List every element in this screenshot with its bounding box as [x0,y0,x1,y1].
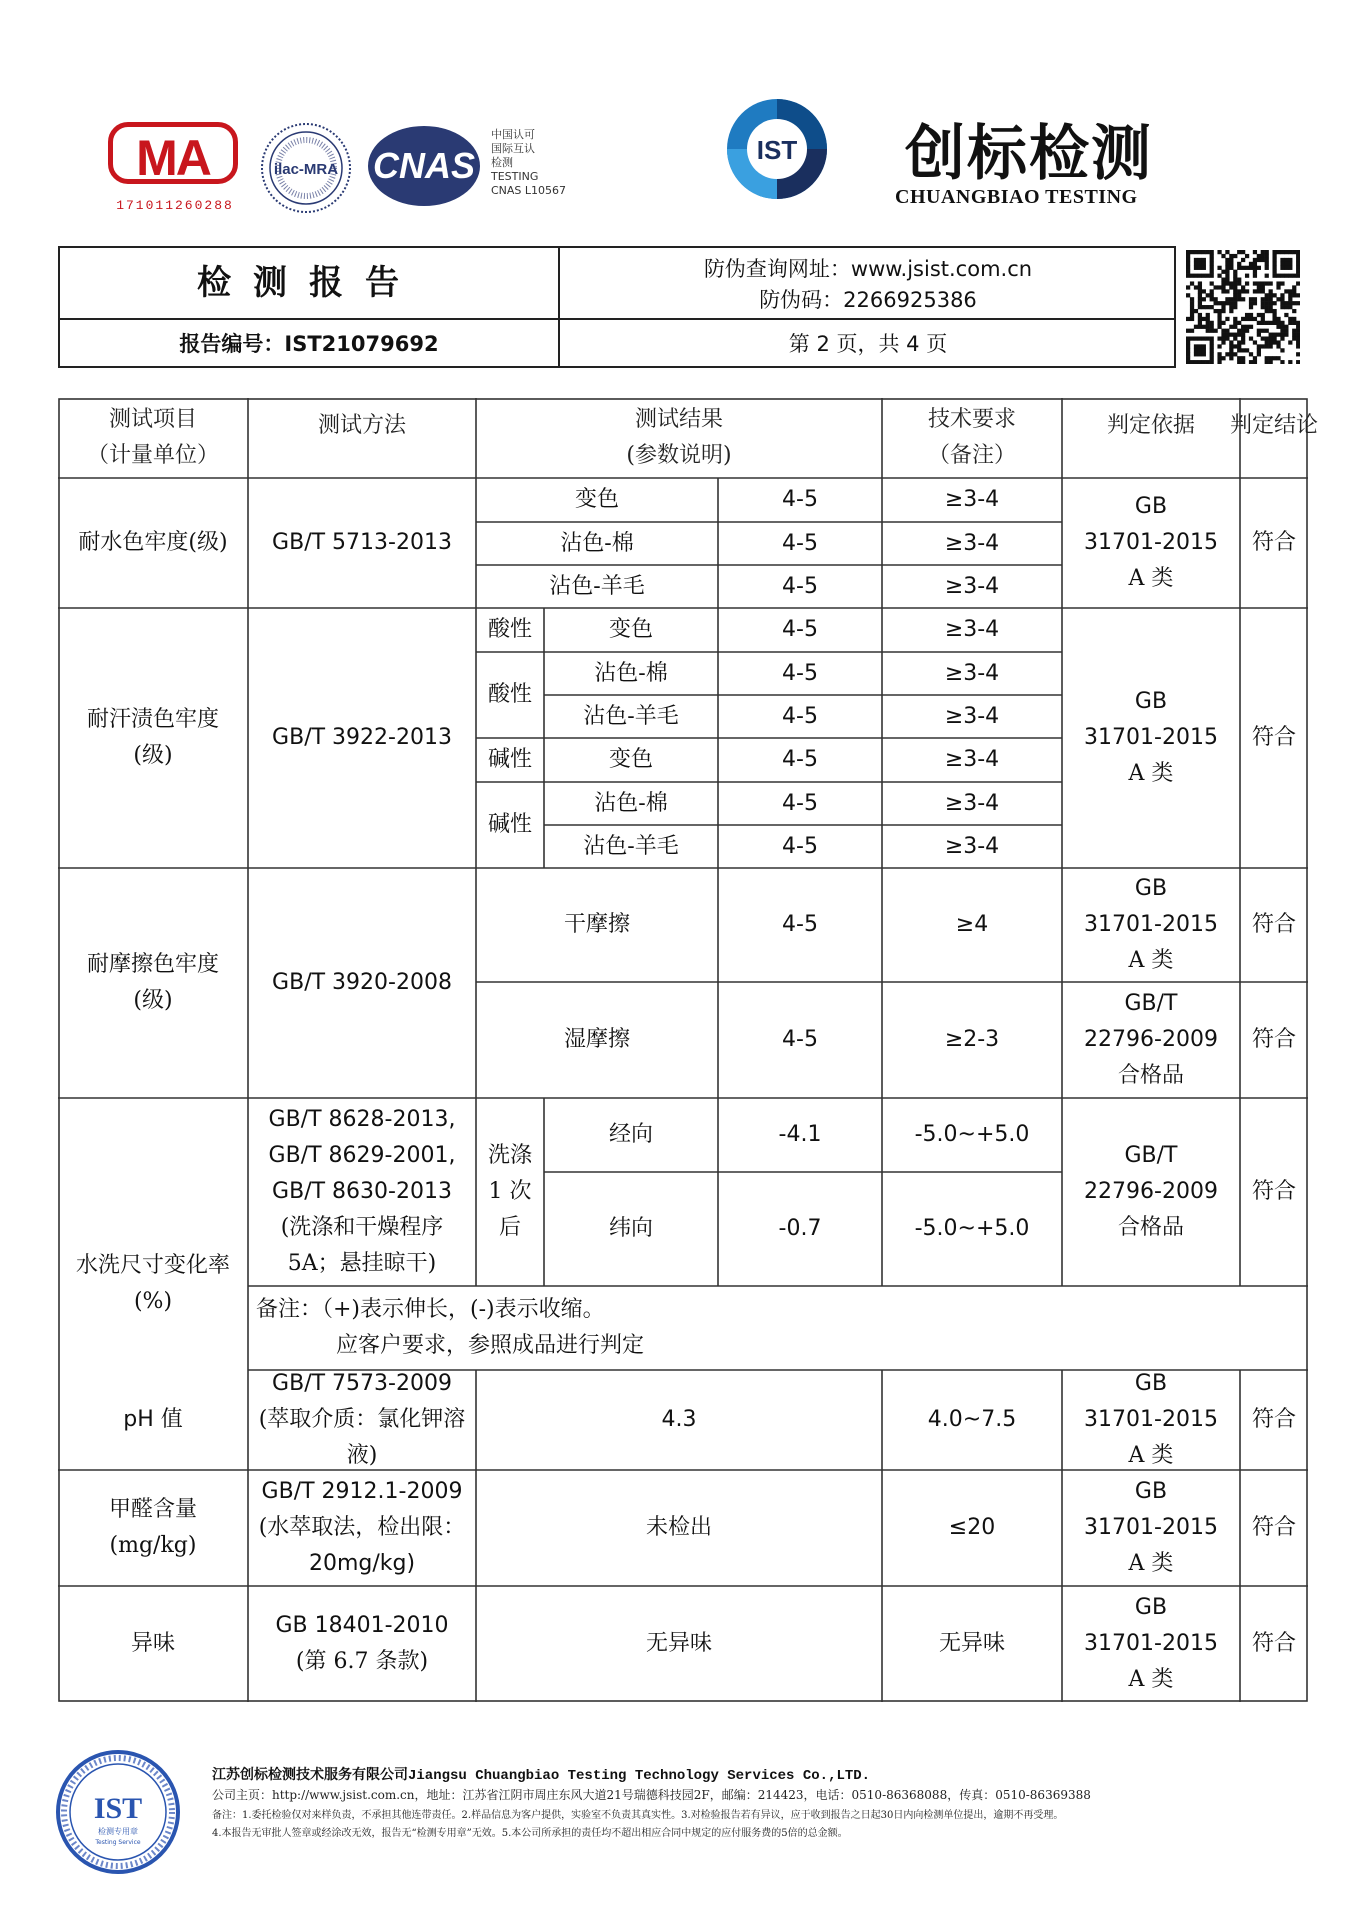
result-formaldehyde: 未检出 [645,1515,712,1540]
wash-condition [476,1098,544,1286]
basis-line: A 类 [1128,1443,1174,1468]
req-odor: 无异味 [938,1631,1005,1656]
shrink-value: -0.7 [778,1216,822,1241]
item-label: 水洗尺寸变化率 [75,1253,230,1278]
basis-line: A 类 [1128,1551,1174,1576]
basis-rub-wet [1062,982,1240,1098]
basis-line: 合格品 [1117,1063,1184,1088]
header-requirement-note: （备注） [927,443,1016,468]
conclusion-sweat: 符合 [1251,725,1296,750]
method-formaldehyde [248,1470,476,1586]
shrink-param: 经向 [608,1122,653,1147]
sweat-value: 4-5 [782,833,818,859]
item-sweat-fastness [58,608,248,868]
basis-line: 合格品 [1117,1215,1184,1240]
basis-line: A 类 [1128,566,1174,591]
company-contact: 公司主页：http://www.jsist.com.cn，地址：江苏省江阴市周庄东风大道21号瑞德科技园2F，邮编：214423，电话：0510-86368088，传真：0510-86369388 [212,1788,1091,1802]
basis-line: A 类 [1128,948,1174,973]
item-label: 甲醛含量 [108,1497,197,1522]
basis-line: 31701-2015 [1084,912,1218,937]
water-value: 4-5 [782,487,818,512]
water-req: ≥3-4 [944,530,1000,556]
sweat-param: 变色 [608,617,653,642]
conclusion-water: 符合 [1251,530,1296,555]
rub-param: 湿摩擦 [563,1027,630,1052]
basis-line: GB/T [1124,991,1178,1016]
footer-note-1: 备注：1.委托检验仅对来样负责，不承担其他连带责任。2.样品信息为客户提供，实验室不负责其真实性。3.对检验报告若有异议，应于收到报告之日起30日内向检测单位提出，逾期不再受理。 [212,1810,1064,1821]
method-water-fastness: GB/T 5713-2013 [272,530,452,555]
cnas-line: 中国认可 [491,128,535,141]
item-rub-fastness [58,868,248,1098]
dimensional-change-note [248,1286,1308,1370]
header-item-label: 测试项目 [108,407,197,432]
method-line: GB/T 8630-2013 [272,1179,452,1204]
brand-name-cn: 创标检测 [905,119,1153,189]
basis-line: GB [1134,1371,1168,1396]
rub-req: ≥4 [955,912,989,937]
sweat-req: ≥3-4 [944,833,1000,859]
item-unit: (mg/kg) [109,1533,197,1558]
note-line: 应客户要求，参照成品进行判定 [336,1333,645,1358]
note-line: 备注：（+)表示伸长，(-)表示收缩。 [256,1297,605,1322]
result-ph: 4.3 [661,1407,697,1432]
item-label: 耐摩擦色牢度 [86,952,219,977]
item-water-fastness: 耐水色牢度(级) [78,530,228,555]
method-line: (水萃取法，检出限： [258,1515,466,1540]
verify-info [560,254,1176,316]
conclusion-rub-dry: 符合 [1251,912,1296,937]
cma-logo-text: MA [136,130,210,186]
header-basis: 判定依据 [1106,413,1195,438]
header-item-unit: （计量单位） [86,443,219,468]
item-formaldehyde [58,1470,248,1586]
method-ph [248,1370,476,1470]
condition-line: 1 次 [488,1179,532,1204]
ist-logo [722,94,832,204]
method-rub-fastness: GB/T 3920-2008 [272,970,452,995]
water-param: 沾色-棉 [560,530,634,556]
header-result-note: (参数说明) [626,443,732,468]
water-param: 变色 [574,487,619,512]
basis-line: 22796-2009 [1084,1179,1218,1204]
basis-line: GB [1134,876,1168,901]
sweat-param: 沾色-棉 [594,790,668,816]
basis-line: 31701-2015 [1084,1407,1218,1432]
conclusion-rub-wet: 符合 [1251,1027,1296,1052]
method-line: GB/T 7573-2009 [272,1371,452,1396]
cnas-line: CNAS L10567 [491,184,567,197]
header-result-label: 测试结果 [634,407,723,432]
rub-value: 4-5 [782,1027,818,1052]
method-line: 液) [346,1443,378,1468]
method-sweat-fastness: GB/T 3922-2013 [272,725,452,750]
water-param: 沾色-羊毛 [549,573,645,599]
sweat-param: 变色 [608,747,653,772]
qr-code [1186,250,1300,364]
basis-line: GB [1134,494,1168,519]
results-table [58,398,1319,1702]
cnas-logo-text: CNAS [372,145,476,186]
method-line: 5A；悬挂晾干) [287,1251,437,1276]
basis-dimensional-change [1062,1098,1240,1286]
shrink-param: 纬向 [608,1216,653,1241]
item-unit: (级) [133,743,173,768]
sweat-group: 酸性 [487,617,532,642]
cma-number: 171011260288 [116,198,234,213]
basis-line: 31701-2015 [1084,1515,1218,1540]
basis-ph [1062,1370,1240,1470]
basis-line: A 类 [1128,1667,1174,1692]
basis-line: GB [1134,1595,1168,1620]
sweat-value: 4-5 [782,790,818,816]
sweat-value: 4-5 [782,747,818,772]
seal-text: IST [93,1792,143,1825]
sweat-param: 沾色-棉 [594,660,668,686]
result-odor: 无异味 [645,1631,712,1656]
sweat-group: 碱性 [487,747,532,772]
basis-line: 31701-2015 [1084,1631,1218,1656]
sweat-param: 沾色-羊毛 [583,703,679,729]
rub-value: 4-5 [782,912,818,937]
method-line: (洗涤和干燥程序 [280,1215,444,1240]
basis-water [1062,478,1240,608]
cnas-caption [491,128,566,198]
basis-line: GB [1134,689,1168,714]
conclusion-odor: 符合 [1251,1631,1296,1656]
water-req: ≥3-4 [944,573,1000,599]
header-result [476,398,882,478]
report-title: 检测报告 [197,263,421,303]
header-requirement [882,398,1062,478]
item-label: 耐汗渍色牢度 [86,707,219,732]
rub-param: 干摩擦 [563,912,630,937]
method-line: (萃取介质：氯化钾溶 [258,1407,466,1432]
ilac-text: ilac-MRA [273,161,339,178]
conclusion-formaldehyde: 符合 [1251,1515,1296,1540]
header-requirement-label: 技术要求 [927,407,1016,432]
cnas-line: 检测 [491,156,513,169]
condition-line: 洗涤 [487,1143,532,1168]
item-ph: pH 值 [123,1407,183,1432]
header-conclusion: 判定结论 [1230,413,1319,438]
sweat-req: ≥3-4 [944,703,1000,729]
condition-line: 后 [498,1215,521,1240]
header-method: 测试方法 [317,413,406,438]
sweat-value: 4-5 [782,617,818,642]
rub-req: ≥2-3 [944,1027,1000,1052]
method-line: GB 18401-2010 [275,1613,449,1638]
basis-line: A 类 [1128,761,1174,786]
shrink-req: -5.0~+5.0 [914,1122,1030,1147]
sweat-param: 沾色-羊毛 [583,833,679,859]
basis-formaldehyde [1062,1470,1240,1586]
cnas-line: 国际互认 [491,142,535,155]
water-value: 4-5 [782,573,818,599]
basis-line: 22796-2009 [1084,1027,1218,1052]
ilac-mra-logo [258,120,354,216]
method-line: GB/T 8629-2001, [268,1143,456,1168]
seal-subtext: 检测专用章 [98,1827,138,1836]
shrink-req: -5.0~+5.0 [914,1216,1030,1241]
cma-logo [108,122,238,184]
verify-code: 防伪码：2266925386 [759,288,977,312]
method-dimensional-change [248,1098,476,1286]
sweat-req: ≥3-4 [944,747,1000,772]
testing-seal [54,1748,182,1876]
sweat-req: ≥3-4 [944,617,1000,642]
shrink-value: -4.1 [778,1122,822,1147]
sweat-req: ≥3-4 [944,790,1000,816]
basis-line: GB/T [1124,1143,1178,1168]
method-line: GB/T 2912.1-2009 [261,1479,463,1504]
sweat-req: ≥3-4 [944,660,1000,686]
req-formaldehyde: ≤20 [948,1515,996,1540]
basis-line: 31701-2015 [1084,530,1218,555]
cnas-logo [366,124,482,208]
method-odor [248,1586,476,1702]
sweat-value: 4-5 [782,660,818,686]
basis-rub-dry [1062,868,1240,982]
basis-line: GB [1134,1479,1168,1504]
footer-note-2: 4.本报告无审批人签章或经涂改无效，报告无“检测专用章”无效。5.本公司所承担的责任均不超出相应合同中规定的应付服务费的5倍的总金额。 [212,1828,848,1839]
conclusion-dimensional-change: 符合 [1251,1179,1296,1204]
header-item [58,398,248,478]
sweat-group: 酸性 [487,682,532,707]
sweat-value: 4-5 [782,703,818,729]
ist-logo-text: IST [756,135,798,165]
verify-url: 防伪查询网址：www.jsist.com.cn [703,257,1033,281]
basis-sweat [1062,608,1240,868]
basis-line: 31701-2015 [1084,725,1218,750]
report-header [58,246,1176,368]
sweat-group: 碱性 [487,812,532,837]
conclusion-ph: 符合 [1251,1407,1296,1432]
brand-name-en: CHUANGBIAO TESTING [895,186,1138,208]
method-line: (第 6.7 条款) [295,1649,429,1674]
report-number: 报告编号：IST21079692 [179,332,439,356]
item-unit: (%) [133,1289,173,1314]
cnas-line: TESTING [491,170,539,183]
method-line: GB/T 8628-2013, [268,1107,456,1132]
water-value: 4-5 [782,530,818,556]
basis-odor [1062,1586,1240,1702]
req-ph: 4.0~7.5 [927,1407,1017,1432]
seal-subtext-en: Testing Service [95,1839,141,1846]
item-odor: 异味 [130,1631,175,1656]
water-req: ≥3-4 [944,487,1000,512]
item-unit: (级) [133,988,173,1013]
page-indicator: 第 2 页，共 4 页 [788,332,948,356]
company-name: 江苏创标检测技术服务有限公司Jiangsu Chuangbiao Testing Technology Services Co.,LTD. [212,1768,871,1784]
method-line: 20mg/kg) [308,1551,416,1576]
